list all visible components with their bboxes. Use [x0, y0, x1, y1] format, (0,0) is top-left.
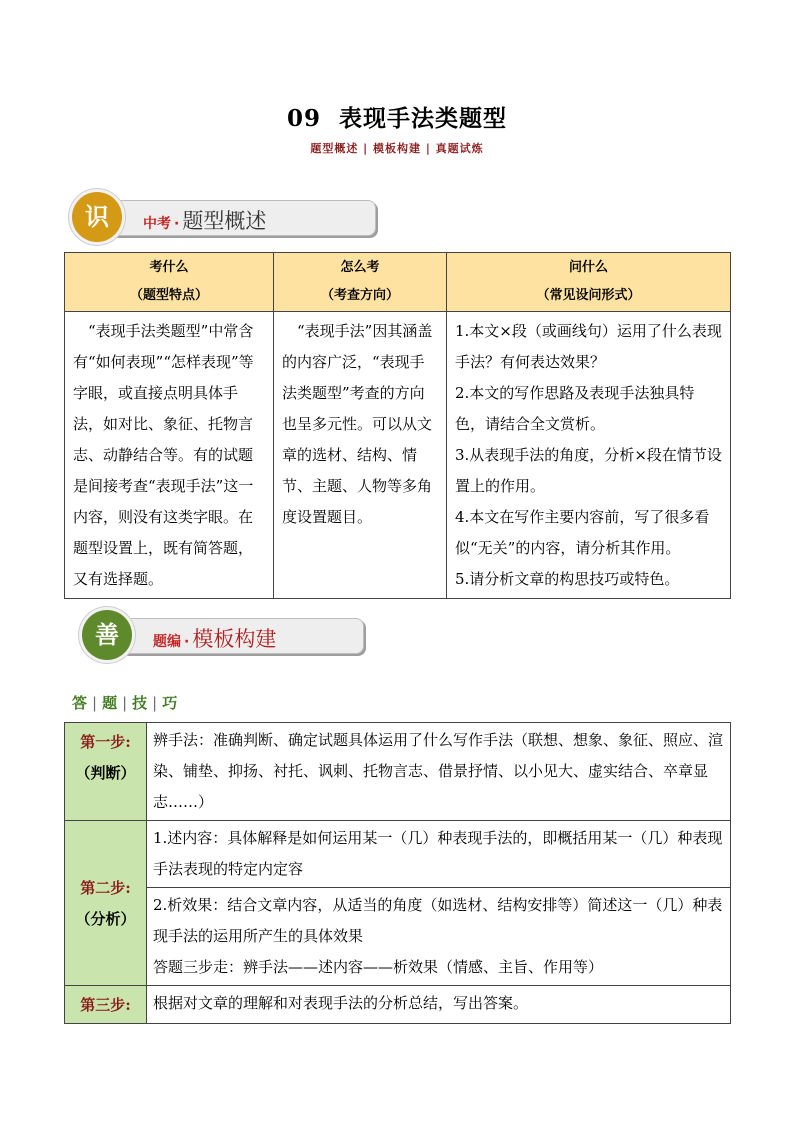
section-title: 题型概述 — [182, 209, 267, 233]
steps-table — [64, 722, 731, 1024]
section-header-template — [82, 610, 392, 662]
section-title: 模板构建 — [192, 627, 277, 651]
section-bar — [112, 618, 364, 654]
question-item: 4.本文在写作主要内容前，写了很多看似“无关”的内容，请分析其作用。 — [455, 508, 710, 557]
overview-table — [64, 252, 731, 599]
step-label: 第一步: （判断） — [65, 723, 147, 821]
section-dot: · — [184, 634, 190, 650]
question-item: 1.本文×段（或画线句）运用了什么表现手法？有何表达效果？ — [455, 322, 722, 371]
col-header-ask: 问什么 （常见设问形式） — [447, 253, 731, 312]
section-dot: · — [174, 216, 180, 232]
step-row-2a — [65, 821, 731, 888]
tips-title: 答 | 题 | 技 | 巧 — [72, 694, 179, 712]
step-text: 辨手法：准确判断、确定试题具体运用了什么写作手法（联想、想象、象征、照应、渲染、铺垫、抑扬、衬托、讽刺、托物言志、借景抒情、以小见大、虚实结合、卒章显志……） — [147, 723, 731, 821]
step-text: 2.析效果：结合文章内容，从适当的角度（如选材、结构安排等）简述这一（几）种表现手法的运用所产生的具体效果 答题三步走：辨手法——述内容——析效果（情感、主旨、作用等） — [147, 888, 731, 986]
col-header-what: 考什么 （题型特点） — [65, 253, 274, 312]
overview-header-row — [65, 253, 731, 312]
col-header-how: 怎么考 （考查方向） — [274, 253, 447, 312]
section-badge-icon: 识 — [72, 192, 122, 242]
step-label: 第二步: （分析） — [65, 821, 147, 986]
cell-directions: “表现手法”因其涵盖的内容广泛，“表现手法类题型”考查的方向也呈多元性。可以从文章的选材、结构、情节、主题、人物等多角度设置题目。 — [274, 312, 447, 599]
step-row-1 — [65, 723, 731, 821]
step-text: 1.述内容：具体解释是如何运用某一（几）种表现手法的，即概括用某一（几）种表现手法表现的特定内定容 — [147, 821, 731, 888]
step-row-3 — [65, 986, 731, 1024]
section-header-overview — [72, 192, 382, 244]
title-number: 09 — [286, 105, 321, 132]
step-text: 根据对文章的理解和对表现手法的分析总结，写出答案。 — [147, 986, 731, 1024]
question-item: 2.本文的写作思路及表现手法独具特色，请结合全文赏析。 — [455, 384, 695, 433]
cell-questions — [447, 312, 731, 599]
page-title — [0, 100, 794, 133]
section-bar — [102, 200, 376, 236]
page-subtitle: 题型概述 | 模板构建 | 真题试炼 — [310, 142, 484, 155]
question-item: 5.请分析文章的构思技巧或特色。 — [455, 570, 680, 588]
section-tag: 题编 — [153, 634, 181, 650]
step-label: 第三步: — [65, 986, 147, 1024]
question-item: 3.从表现手法的角度，分析×段在情节设置上的作用。 — [455, 446, 722, 495]
cell-features: “表现手法类题型”中常含有“如何表现”“怎样表现”等字眼，或直接点明具体手法，如对比、象征、托物言志、动静结合等。有的试题是间接考查“表现手法”这一内容，则没有这类字眼。在题型设置上，既有简答题，又有选择题。 — [65, 312, 274, 599]
title-text: 表现手法类题型 — [339, 105, 507, 132]
section-badge-icon: 善 — [82, 610, 132, 660]
step-row-2b — [65, 888, 731, 986]
overview-body-row — [65, 312, 731, 599]
section-tag: 中考 — [143, 216, 171, 232]
